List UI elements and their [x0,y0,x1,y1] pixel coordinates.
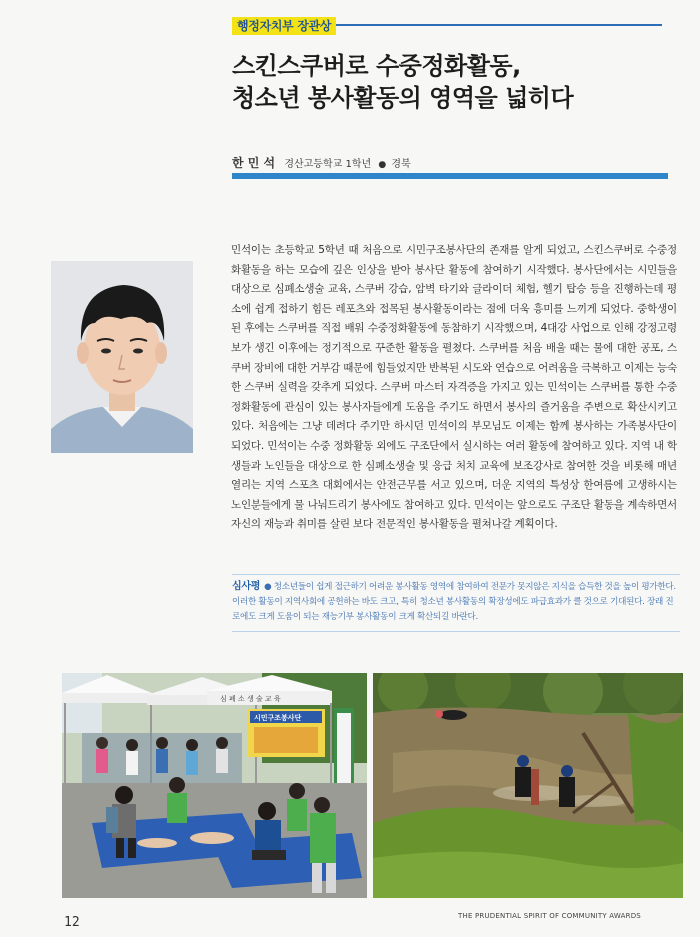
award-badge: 행정자치부 장관상 [232,17,336,35]
author-line [232,154,411,171]
page-number: 12 [64,915,80,930]
footer-credit: THE PRUDENTIAL SPIRIT OF COMMUNITY AWARDS [458,912,641,920]
photo-river-cleanup [373,673,683,898]
tent-sign-text: 심 폐 소 생 술 교 육 [220,695,281,703]
title-line-1: 스킨스쿠버로 수중정화활동, [232,52,521,80]
river-cleanup-illustration [373,673,683,898]
cpr-event-illustration [62,673,367,898]
review-text: ● 청소년들이 쉽게 접근하기 어려운 봉사활동 영역에 참여하여 전문가 못지않은 지식을 습득한 것을 높이 평가한다. 이러한 활동이 지역사회에 공헌하는 바도 크고, 특히 청소년 봉사활동의 확장성에도 파급효과가 클 것으로 기대된다. 장래 진로에도 크게 도움이 되는 재능기부 봉사활동이 크게 확산되길 바란다. [232,582,676,622]
banner-text: 시민구조봉사단 [254,714,302,722]
title-line-2: 청소년 봉사활동의 영역을 넓히다 [232,84,574,112]
article-body: 민석이는 초등학교 5학년 때 처음으로 시민구조봉사단의 존재를 알게 되었고, 스킨스쿠버로 수중정화활동을 하는 모습에 깊은 인상을 받아 봉사단 활동에 참여하기 시작했다. 봉사단에서는 시민들을 대상으로 심폐소생술 교육, 스쿠버 강습, 암벽 타기와 글라이더 체험, 헬기 탑승 등을 진행하는데 평소에 쉽게 접하기 힘든 레포츠와 접목된 봉사활동이라는 점에 더욱 흥미를 느끼게 되었다. 중학생이 된 후에는 스쿠버를 직접 배워 수중정화활동에 동참하기 시작했으며, 4대강 사업으로 인해 강정고령보가 생긴 이후에는 정기적으로 꾸준한 활동을 펼쳤다. 스쿠버를 처음 배울 때는 물에 대한 공포, 스쿠버 장비에 대한 거부감 때문에 힘들었지만 반복된 시도와 연습으로 어려움을 극복하고 이제는 능숙한 스쿠버 실력을 갖추게 되었다. 스쿠버 마스터 자격증을 가지고 있는 민석이는 스쿠버를 통한 수중정화활동에 관심이 있는 봉사자들에게 도움을 주기도 하면서 봉사의 즐거움을 주변으로 확산시키고 있다. 처음에는 그냥 데려다 주기만 하시던 민석이의 부모님도 이제는 함께 봉사하는 가족봉사단이 되었다. 민석이는 수중 정화활동 외에도 구조단에서 실시하는 여러 활동에 참여하고 있다. 지역 내 학생들과 노인들을 대상으로 한 심폐소생술 및 응급 처치 교육에 보조강사로 참여한 것을 비롯해 매년 열리는 지역 스포츠 대회에서는 안전근무를 서고 있으며, 더운 지역의 특성상 한여름에 고생하시는 노인분들에게 물 나눠드리기 봉사에도 참여하고 있다. 민석이는 앞으로도 구조단 활동을 계속하면서 자신의 재능과 취미를 살린 보다 전문적인 봉사활동을 펼쳐나갈 계획이다. [231,244,677,531]
author-bullet: ● [378,160,387,170]
student-portrait [51,261,193,453]
photo-cpr-event [62,673,367,898]
review-label: 심사평 [232,581,261,592]
author-school: 경산고등학교 1학년 [284,159,372,170]
header-blue-bar [232,173,668,179]
review-content [232,579,678,625]
article-title [232,50,672,114]
author-name: 한 민 석 [232,156,276,170]
author-region: 경북 [391,159,411,170]
portrait-illustration [51,261,193,453]
review-box [232,574,680,632]
